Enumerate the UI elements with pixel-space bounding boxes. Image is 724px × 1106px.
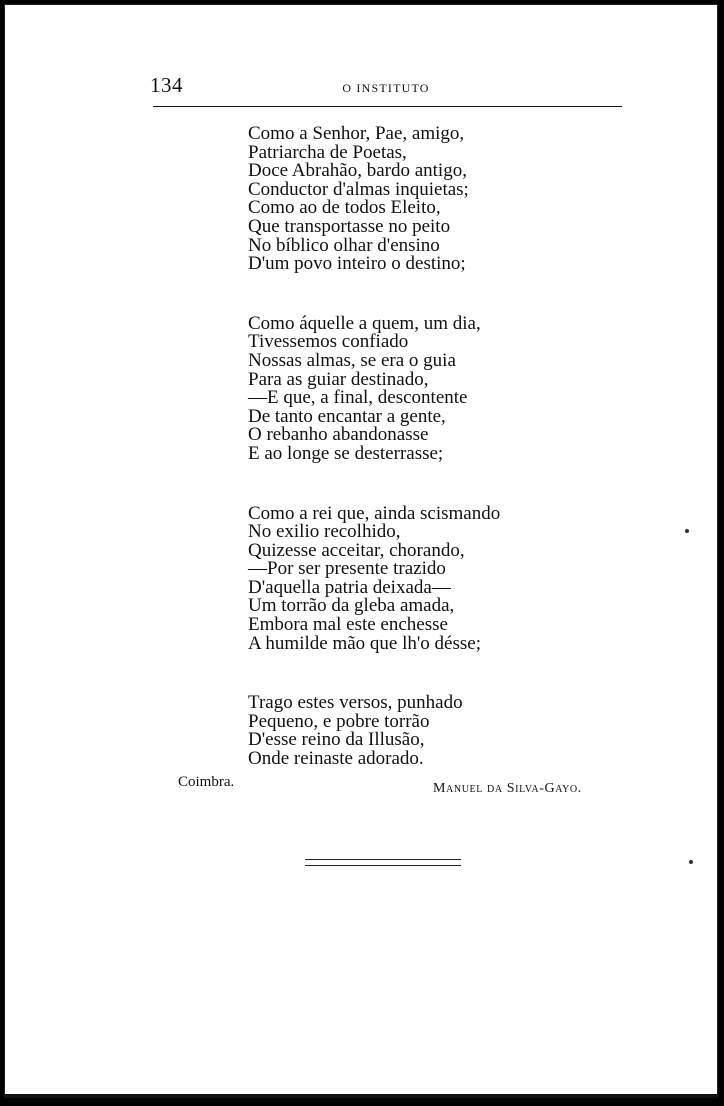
poem-line: E ao longe se desterrasse; <box>248 442 444 464</box>
poem-line: A humilde mão que lh'o désse; <box>248 632 481 654</box>
poem-line: D'aquella patria deixada— <box>248 576 451 598</box>
author-signature: Manuel da Silva-Gayo. <box>433 781 582 796</box>
poem-line: D'um povo inteiro o destino; <box>248 253 466 275</box>
poem-line: D'esse reino da Illusão, <box>248 729 425 751</box>
stanza-1 <box>248 125 628 274</box>
poem-line: No bíblico olhar d'ensino <box>248 234 440 256</box>
poem-line: Um torrão da gleba amada, <box>248 595 455 617</box>
poem-line: —E que, a final, descontente <box>248 387 468 409</box>
header-rule <box>153 106 622 107</box>
poem-line: Como a Senhor, Pae, amigo, <box>248 123 465 144</box>
poem-line: Como ao de todos Eleito, <box>248 197 441 219</box>
stanza-4 <box>248 694 628 768</box>
poem-line: Para as guiar destinado, <box>248 368 429 390</box>
poem-line: —Por ser presente trazido <box>248 558 446 580</box>
page-speck <box>685 529 689 533</box>
poem <box>248 125 628 810</box>
poem-line: O rebanho abandonasse <box>248 424 429 446</box>
poem-line: Como áquelle a quem, um dia, <box>248 312 481 334</box>
poem-line: Embora mal este enchesse <box>248 614 448 636</box>
journal-title: O INSTITUTO <box>342 81 430 95</box>
poem-line: No exilio recolhido, <box>248 521 401 543</box>
end-double-rule <box>305 859 461 866</box>
poem-line: Conductor d'almas inquietas; <box>248 178 469 200</box>
poem-line: Nossas almas, se era o guia <box>248 349 456 371</box>
page-number: 134 <box>150 73 183 97</box>
place-signature: Coimbra. <box>178 774 235 790</box>
poem-line: Pequeno, e pobre torrão <box>248 710 430 732</box>
poem-line: Onde reinaste adorado. <box>248 748 424 770</box>
poem-line: De tanto encantar a gente, <box>248 405 446 427</box>
poem-line: Que transportasse no peito <box>248 215 451 237</box>
poem-line: Trago estes versos, punhado <box>248 692 463 714</box>
poem-line: Patriarcha de Poetas, <box>248 141 407 163</box>
stanza-3 <box>248 502 628 654</box>
poem-line: Tivessemos confiado <box>248 331 409 353</box>
stanza-2 <box>248 312 628 464</box>
poem-line: Doce Abrahão, bardo antigo, <box>248 160 467 182</box>
poem-line: Quizesse acceitar, chorando, <box>248 539 465 561</box>
page-speck <box>689 860 693 864</box>
poem-line: Como a rei que, ainda scismando <box>248 502 501 524</box>
book-page <box>4 4 718 1098</box>
running-head <box>150 73 622 107</box>
